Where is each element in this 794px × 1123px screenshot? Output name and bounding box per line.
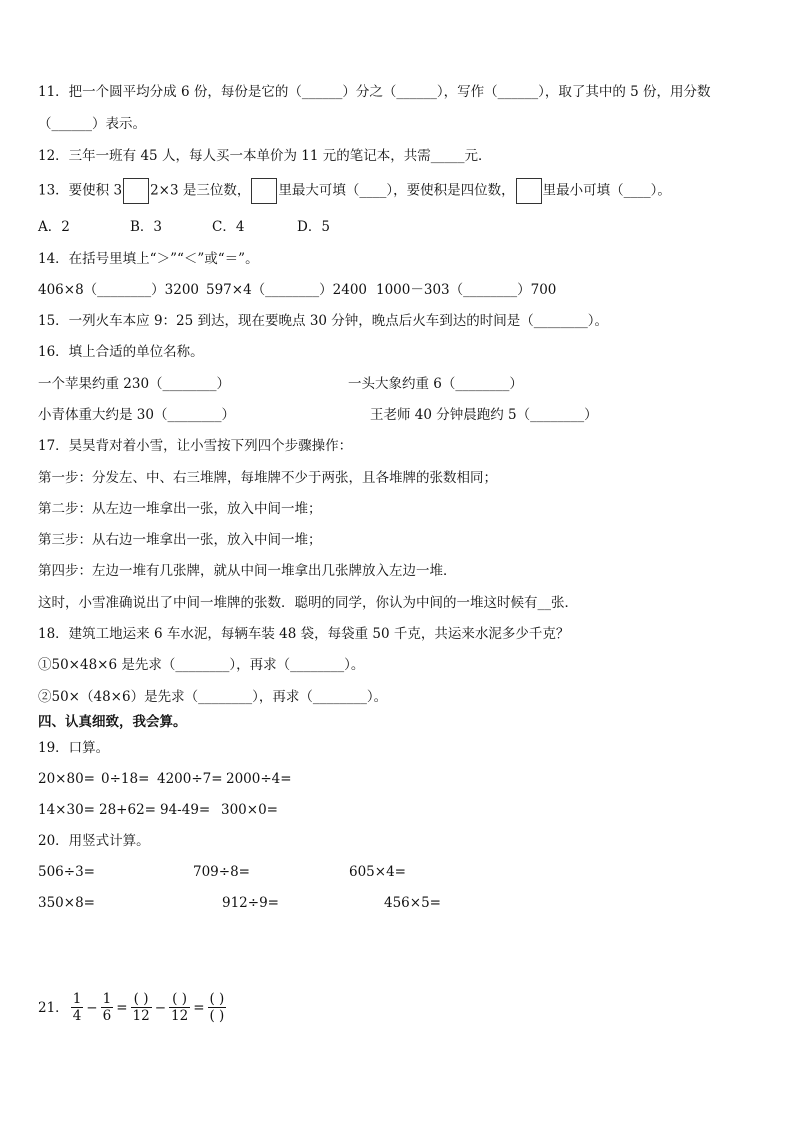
fraction-2-den: 6 bbox=[102, 1008, 112, 1024]
fraction-4-den: 12 bbox=[171, 1008, 189, 1024]
q19-r2-2: 28+62= bbox=[99, 802, 156, 818]
equals-sign: = bbox=[193, 999, 205, 1016]
fraction-2-num: 1 bbox=[102, 991, 112, 1007]
q18-title: 18．建筑工地运来 6 车水泥，每辆车装 48 袋，每袋重 50 千克，共运来水泥多少千克？ bbox=[38, 626, 570, 642]
minus-sign: − bbox=[86, 999, 98, 1016]
q13-option-d[interactable]: D．5 bbox=[297, 219, 330, 235]
fraction-3-num[interactable]: ( ) bbox=[133, 991, 149, 1007]
q17-step-4: 第四步：左边一堆有几张牌，就从中间一堆拿出几张牌放入左边一堆． bbox=[38, 563, 457, 579]
q16-item-3: 小青体重大约是 30（________） bbox=[38, 407, 235, 423]
fraction-5-num[interactable]: ( ) bbox=[209, 991, 225, 1007]
q15: 15．一列火车本应 9：25 到达，现在要晚点 30 分钟，晚点后火车到达的时间是（________）。 bbox=[38, 313, 609, 329]
q13-part-a: 13．要使积 3 bbox=[38, 182, 123, 199]
q12: 12．三年一班有 45 人，每人买一本单价为 11 元的笔记本，共需_____元． bbox=[38, 148, 492, 164]
q17-step-2: 第二步：从左边一堆拿出一张，放入中间一堆； bbox=[38, 501, 322, 517]
q11-line1: 11．把一个圆平均分成 6 份，每份是它的（______）分之（______），写作（______），取了其中的 5 份，用分数 bbox=[38, 84, 711, 100]
q13-option-b[interactable]: B．3 bbox=[130, 219, 163, 235]
q16-item-1: 一个苹果约重 230（________） bbox=[38, 376, 231, 392]
q13 bbox=[38, 178, 671, 204]
q19-r2-4: 300×0= bbox=[221, 802, 278, 818]
q13-option-c[interactable]: C．4 bbox=[212, 219, 245, 235]
q18-item-2: ②50×（48×6）是先求（________），再求（________）。 bbox=[38, 689, 388, 705]
q20-r2-3: 456×5= bbox=[384, 895, 441, 911]
q20-r2-2: 912÷9= bbox=[222, 895, 279, 911]
q17-step-1: 第一步：分发左、中、右三堆牌，每堆牌不少于两张，且各堆牌的张数相同； bbox=[38, 470, 497, 486]
answer-box-1[interactable] bbox=[123, 178, 149, 204]
fraction-5-den[interactable]: ( ) bbox=[209, 1008, 225, 1024]
fraction-2 bbox=[101, 991, 114, 1024]
q19-r2-3: 94-49= bbox=[160, 802, 211, 818]
q13-part-c: 里最大可填（____），要使积是四位数， bbox=[278, 182, 515, 199]
q17-title: 17．昊昊背对着小雪，让小雪按下列四个步骤操作： bbox=[38, 438, 353, 454]
q21 bbox=[38, 991, 228, 1024]
q21-label: 21． bbox=[38, 999, 69, 1016]
q11-line2: （______）表示。 bbox=[38, 116, 146, 132]
q17-conclusion: 这时，小雪准确说出了中间一堆牌的张数．聪明的同学，你认为中间的一堆这时候有__张． bbox=[38, 595, 578, 611]
q17-step-3: 第三步：从右边一堆拿出一张，放入中间一堆； bbox=[38, 532, 322, 548]
q19-r1-3: 4200÷7= bbox=[157, 771, 223, 787]
q19-r1-4: 2000÷4= bbox=[226, 771, 292, 787]
fraction-5[interactable] bbox=[208, 991, 227, 1024]
q20-title: 20．用竖式计算。 bbox=[38, 833, 150, 849]
equals-sign: = bbox=[116, 999, 128, 1016]
fraction-1-den: 4 bbox=[72, 1008, 82, 1024]
q14-item-2: 597×4（________）2400 bbox=[206, 282, 368, 298]
q16-item-2: 一头大象约重 6（________） bbox=[348, 376, 523, 392]
fraction-4-num[interactable]: ( ) bbox=[172, 991, 187, 1007]
q20-r1-3: 605×4= bbox=[349, 864, 406, 880]
q18-item-1: ①50×48×6 是先求（________），再求（________）。 bbox=[38, 657, 365, 673]
q13-part-d: 里最小可填（____）。 bbox=[542, 182, 671, 199]
q19-r1-2: 0÷18= bbox=[101, 771, 150, 787]
q19-r2-1: 14×30= bbox=[38, 802, 95, 818]
answer-box-3[interactable] bbox=[516, 178, 542, 204]
fraction-1-num: 1 bbox=[72, 991, 82, 1007]
q20-r1-1: 506÷3= bbox=[38, 864, 95, 880]
q19-title: 19．口算。 bbox=[38, 740, 110, 756]
q14-item-3: 1000－303（________）700 bbox=[376, 282, 557, 298]
q13-option-a[interactable]: A．2 bbox=[38, 219, 70, 235]
fraction-4[interactable] bbox=[169, 991, 190, 1024]
q14-item-1: 406×8（________）3200 bbox=[38, 282, 200, 298]
fraction-3-den: 12 bbox=[132, 1008, 150, 1024]
q14-title: 14．在括号里填上“＞”“＜”或“＝”。 bbox=[38, 251, 259, 267]
answer-box-2[interactable] bbox=[251, 178, 277, 204]
q13-part-b: 2×3 是三位数， bbox=[150, 182, 251, 199]
minus-sign: − bbox=[154, 999, 166, 1016]
q16-item-4: 王老师 40 分钟晨跑约 5（________） bbox=[370, 407, 598, 423]
q20-r1-2: 709÷8= bbox=[193, 864, 250, 880]
fraction-3[interactable] bbox=[131, 991, 152, 1024]
fraction-1 bbox=[71, 991, 84, 1024]
q19-r1-1: 20×80= bbox=[38, 771, 95, 787]
q16-title: 16．填上合适的单位名称。 bbox=[38, 344, 204, 360]
q20-r2-1: 350×8= bbox=[38, 895, 95, 911]
section-heading: 四、认真细致，我会算。 bbox=[38, 714, 187, 730]
